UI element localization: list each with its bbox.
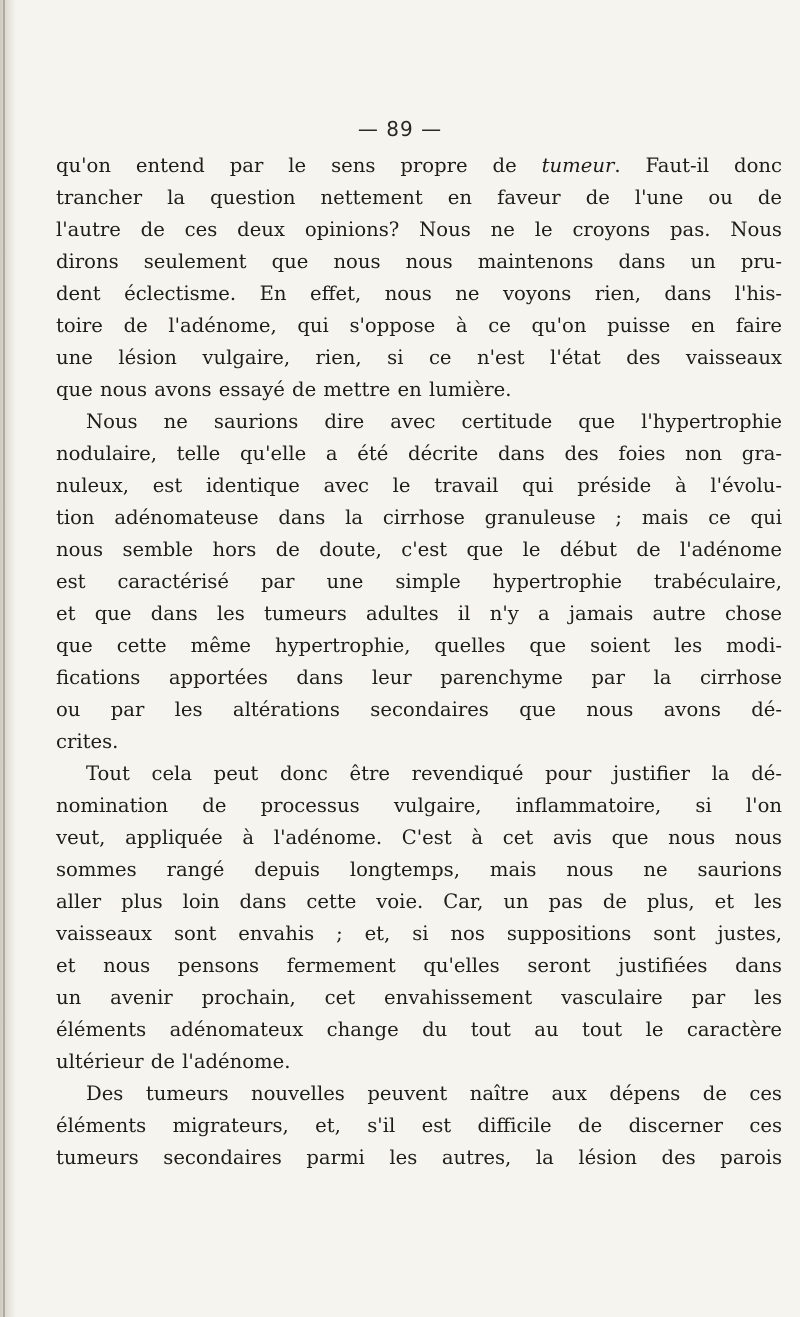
text-line-25: vaisseaux sont envahis ; et, si nos suppositions sont justes, <box>56 922 782 945</box>
text-line-2: trancher la question nettement en faveur de l'une ou de <box>56 186 782 209</box>
text-line-31: éléments migrateurs, et, s'il est difficile de discerner ces <box>56 1114 782 1137</box>
text-line-6: toire de l'adénome, qui s'oppose à ce qu'on puisse en faire <box>56 314 782 337</box>
page-number: — 89 — <box>357 117 443 141</box>
text-line-12: tion adénomateuse dans la cirrhose granuleuse ; mais ce qui <box>56 506 782 529</box>
text-line-15: et que dans les tumeurs adultes il n'y a jamais autre chose <box>56 602 782 625</box>
text-line-13: nous semble hors de doute, c'est que le début de l'adénome <box>56 538 782 561</box>
text-line-30: Des tumeurs nouvelles peuvent naître aux dépens de ces <box>86 1082 782 1105</box>
text-line-32: tumeurs secondaires parmi les autres, la lésion des parois <box>56 1146 782 1169</box>
text-line-19: crites. <box>56 730 119 753</box>
text-line-9: Nous ne saurions dire avec certitude que l'hypertrophie <box>86 410 782 433</box>
text-line-16: que cette même hypertrophie, quelles que soient les modi- <box>56 634 782 657</box>
text-line-7: une lésion vulgaire, rien, si ce n'est l'état des vaisseaux <box>56 346 782 369</box>
text-line-20: Tout cela peut donc être revendiqué pour justifier la dé- <box>86 762 782 785</box>
text-line-8: que nous avons essayé de mettre en lumière. <box>56 378 512 401</box>
text-line-23: sommes rangé depuis longtemps, mais nous ne saurions <box>56 858 782 881</box>
body-text <box>56 150 782 1174</box>
text-line-11: nuleux, est identique avec le travail qui préside à l'évolu- <box>56 474 782 497</box>
text-line-24: aller plus loin dans cette voie. Car, un pas de plus, et les <box>56 890 782 913</box>
italic-term: tumeur <box>541 154 615 177</box>
text-line-5: dent éclectisme. En effet, nous ne voyons rien, dans l'his- <box>56 282 782 305</box>
text-line-17: fications apportées dans leur parenchyme par la cirrhose <box>56 666 782 689</box>
binding-edge <box>3 0 5 1317</box>
text-line-1: qu'on entend par le sens propre de tumeur. Faut-il donc <box>56 154 782 177</box>
text-line-21: nomination de processus vulgaire, inflammatoire, si l'on <box>56 794 782 817</box>
text-line-28: éléments adénomateux change du tout au tout le caractère <box>56 1018 782 1041</box>
text-line-27: un avenir prochain, cet envahissement vasculaire par les <box>56 986 782 1009</box>
text-line-18: ou par les altérations secondaires que nous avons dé- <box>56 698 782 721</box>
text-line-22: veut, appliquée à l'adénome. C'est à cet avis que nous nous <box>56 826 782 849</box>
text-line-3: l'autre de ces deux opinions? Nous ne le croyons pas. Nous <box>56 218 782 241</box>
text-line-10: nodulaire, telle qu'elle a été décrite dans des foies non gra- <box>56 442 782 465</box>
text-line-29: ultérieur de l'adénome. <box>56 1050 291 1073</box>
text-line-4: dirons seulement que nous nous maintenons dans un pru- <box>56 250 782 273</box>
text-line-26: et nous pensons fermement qu'elles seront justifiées dans <box>56 954 782 977</box>
text-line-14: est caractérisé par une simple hypertrophie trabéculaire, <box>56 570 782 593</box>
